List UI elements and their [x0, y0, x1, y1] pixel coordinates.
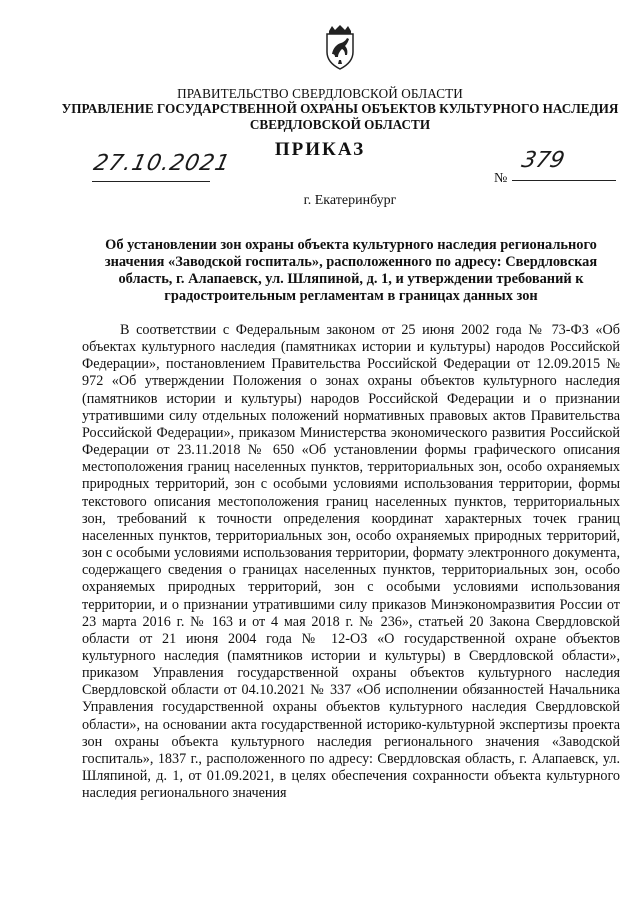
document-type-title: ПРИКАЗ [274, 139, 366, 160]
coat-of-arms-icon [321, 24, 359, 70]
order-subject: Об установлении зон охраны объекта культурного наследия регионального значения «Заводской госпиталь», расположенного по адресу: Свердловская область, г. Алапаевск, ул. Шляпиной, д. 1, и утверждении требований к градостроительным регламентам в границах данных зон [104, 237, 598, 304]
handwritten-date: 27.10.2021 [91, 151, 233, 176]
city-line: г. Екатеринбург [303, 193, 397, 208]
order-body-paragraph: В соответствии с Федеральным законом от 25 июня 2002 года № 73-ФЗ «Об объектах культурного наследия (памятниках истории и культуры) народов Российской Федерации», постановлением Правительства Российской Федерации от 12.09.2015 № 972 «Об утверждении Положения о зонах охраны объектов культурного наследия (памятников истории и культуры) народов Российской Федерации и о признании утратившими силу отдельных положений нормативных правовых актов Правительства Российской Федерации», приказом Министерства экономического развития Российской Федерации от 23.11.2018 № 650 «Об установлении формы графического описания местоположения границ населенных пунктов, территориальных зон, особо охраняемых природных территорий, зон с особыми условиями использования территории, формы текстового описания местоположения границ населенных пунктов, территориальных зон, требований к точности определения координат характерных точек границ населенных пунктов, территориальных зон, особо охраняемых природных территорий, зон с особыми условиями использования территории, формату электронного документа, содержащего сведения о границах населенных пунктов, территориальных зон, особо охраняемых природных территорий, зон с особыми условиями использования территории, и о признании утратившими силу приказов Минэкономразвития России от 23 марта 2016 г. № 163 и от 4 мая 2018 г. № 236», статьей 20 Закона Свердловской области от 21 июня 2004 года № 12-ОЗ «О государственной охране объектов культурного наследия (памятников истории и культуры) в Свердловской области», приказом Управления государственной охраны объектов культурного наследия Свердловской области от 04.10.2021 № 337 «Об исполнении обязанностей Начальника Управления государственной охраны объектов культурного наследия Свердловской области», на основании акта государственной историко-культурной экспертизы проекта зон охраны объекта культурного наследия регионального значения «Заводской госпиталь», 1837 г., расположенного по адресу: Свердловская область, г. Алапаевск, ул. Шляпиной, д. 1, от 01.09.2021, в целях обеспечения сохранности объекта культурного наследия регионального значения [82, 322, 620, 802]
department-name: УПРАВЛЕНИЕ ГОСУДАРСТВЕННОЙ ОХРАНЫ ОБЪЕКТОВ КУЛЬТУРНОГО НАСЛЕДИЯ СВЕРДЛОВСКОЙ ОБЛАСТИ [61, 101, 619, 132]
handwritten-number: 379 [519, 148, 567, 173]
number-field [512, 148, 616, 181]
government-name: ПРАВИТЕЛЬСТВО СВЕРДЛОВСКОЙ ОБЛАСТИ [177, 86, 463, 101]
date-field [91, 149, 233, 182]
number-label: № [494, 171, 508, 186]
